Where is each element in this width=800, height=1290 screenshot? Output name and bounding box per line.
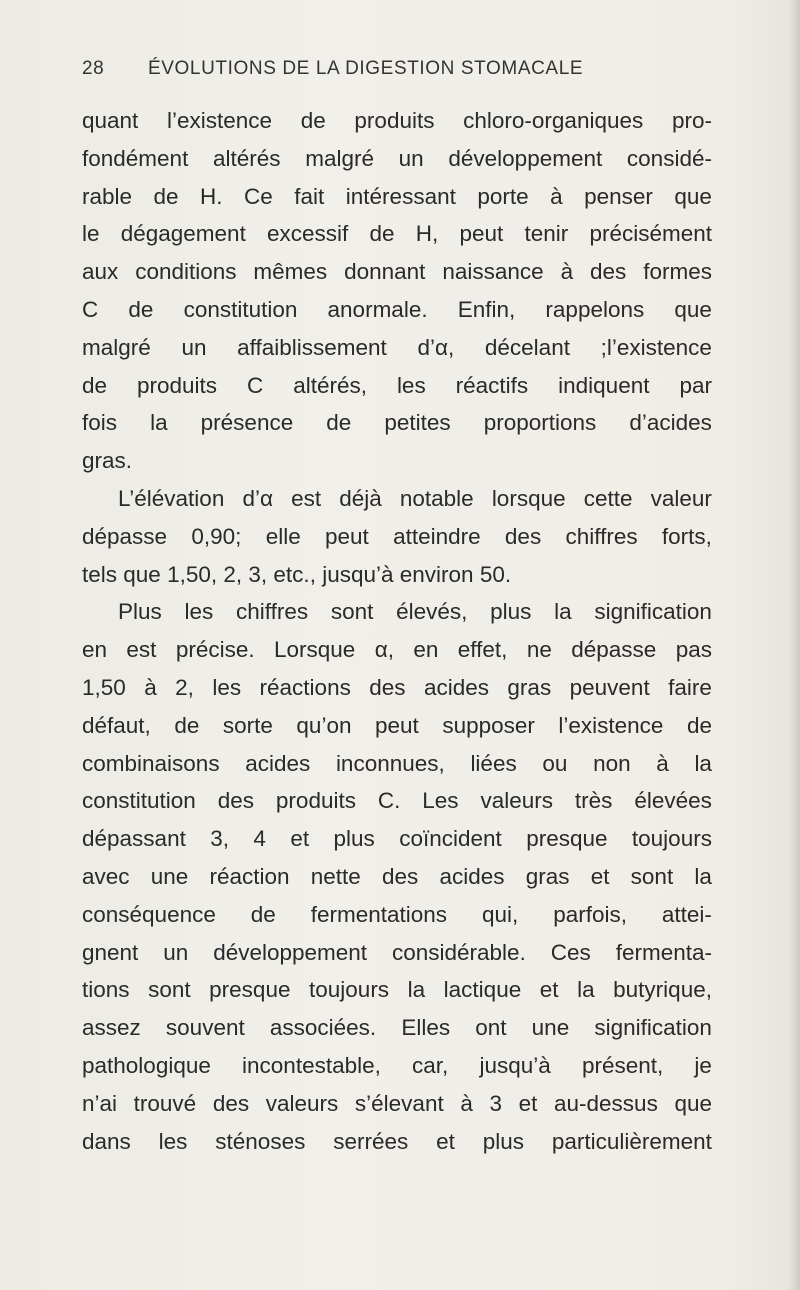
word: affaiblissement [237, 334, 387, 360]
word: environ [399, 561, 480, 587]
word: notable [399, 485, 474, 511]
word: Ce [244, 183, 273, 209]
word: défaut, [82, 712, 151, 738]
word: chiffres [565, 523, 638, 549]
word: constitution [183, 296, 298, 322]
word: rable [82, 183, 133, 209]
word: serrées [333, 1128, 409, 1154]
word: élevés, [396, 599, 468, 625]
word: de [326, 410, 352, 436]
word: dépasse [571, 637, 657, 663]
word: C [246, 372, 264, 398]
text-line [82, 102, 712, 140]
word: déjà [339, 485, 382, 511]
word: la [407, 977, 426, 1003]
page-number: 28 [82, 58, 105, 79]
word: malgré [82, 334, 151, 360]
text-line [82, 669, 712, 707]
word: des [369, 674, 406, 700]
word: associées. [269, 1015, 377, 1041]
word: un [398, 145, 424, 171]
word: et [590, 863, 610, 889]
word: sont [330, 599, 374, 625]
word: que [674, 296, 712, 322]
word: toujours [309, 977, 390, 1003]
text-line [82, 178, 712, 216]
word: de [369, 221, 395, 247]
word: plus [482, 1128, 524, 1154]
word: effet, [457, 637, 508, 663]
word: de [174, 712, 200, 738]
word: sont [148, 977, 191, 1003]
word: s’élevant [354, 1090, 444, 1116]
word: par [679, 372, 712, 398]
text-line [82, 707, 712, 745]
word: 1,50, [167, 561, 224, 587]
word: un [163, 939, 189, 965]
text-line [82, 442, 712, 480]
text-line [82, 782, 712, 820]
word: Enfin, [457, 296, 516, 322]
word: 3 [489, 1090, 502, 1116]
text-line [82, 1085, 712, 1123]
word: une [150, 863, 189, 889]
word: fait [294, 183, 325, 209]
word: dépasse [82, 523, 168, 549]
word: α, [374, 637, 394, 663]
word: gras [525, 863, 570, 889]
word: élevées [634, 788, 712, 814]
word: assez [82, 1015, 141, 1041]
word: toujours [631, 826, 712, 852]
text-line [82, 329, 712, 367]
word: indiquent [558, 372, 650, 398]
word: sténoses [215, 1128, 306, 1154]
word: les [396, 372, 426, 398]
word: gras. [82, 448, 133, 474]
text-line [82, 480, 712, 518]
word: sont [630, 863, 674, 889]
word: petites [384, 410, 451, 436]
word: butyrique, [613, 977, 712, 1003]
text-line [82, 367, 712, 405]
text-line [82, 253, 712, 291]
word: 3, [248, 561, 274, 587]
word: pro- [671, 108, 712, 133]
word: et [290, 826, 310, 852]
word: altérés [213, 145, 281, 171]
word: Les [422, 788, 459, 814]
word: altérés, [293, 372, 367, 398]
word: la [577, 977, 595, 1003]
word: lactique [443, 977, 522, 1003]
running-header [82, 58, 722, 88]
word: ;l’existence [600, 334, 712, 360]
word: nette [310, 863, 361, 889]
word: gnent [82, 939, 139, 965]
word: et [518, 1090, 538, 1116]
word: chloro-organiques [463, 108, 644, 133]
word: une [531, 1015, 570, 1041]
word: non [593, 750, 631, 776]
word: que [123, 561, 168, 587]
text-line [82, 820, 712, 858]
word: que [674, 1090, 712, 1116]
word: à [656, 750, 669, 776]
word: combinaisons [82, 750, 220, 776]
word: peuvent [569, 674, 650, 700]
word: 0,90; [191, 523, 242, 549]
word: les [184, 599, 214, 625]
word: penser [584, 183, 653, 209]
word: constitution [82, 788, 196, 814]
word: le [82, 221, 100, 247]
word: pathologique [82, 1052, 211, 1078]
word: C. [377, 788, 401, 814]
word: 50. [479, 561, 512, 587]
word: forts, [661, 523, 712, 549]
word: souvent [165, 1015, 245, 1041]
text-line [82, 631, 712, 669]
text-line [82, 1123, 712, 1161]
word: précisément [589, 221, 712, 247]
word: fermenta- [615, 939, 712, 965]
word: n’ai [82, 1090, 118, 1116]
text-line [82, 896, 712, 934]
word: la [150, 410, 168, 436]
word: développement [448, 145, 603, 171]
word: 4 [253, 826, 266, 852]
word: et [539, 977, 559, 1003]
word: jusqu’à [479, 1052, 551, 1078]
word: ne [526, 637, 552, 663]
text-line [82, 971, 712, 1009]
word: aux [82, 259, 119, 285]
text-line [82, 518, 712, 556]
text-line [82, 745, 712, 783]
word: intéressant [345, 183, 456, 209]
word: peut [375, 712, 419, 738]
word: H, [415, 221, 439, 247]
word: Elles [401, 1015, 451, 1041]
word: des [381, 863, 419, 889]
word: valeur [650, 485, 712, 511]
text-line [82, 1009, 712, 1047]
word: presque [209, 977, 291, 1003]
word: donnant [344, 259, 426, 285]
word: presque [526, 826, 608, 852]
word: porte [477, 183, 529, 209]
word: rappelons [545, 296, 645, 322]
word: de [300, 108, 326, 133]
word: des [217, 788, 255, 814]
word: 1,50 [82, 674, 126, 700]
word: est [126, 637, 157, 663]
word: acides [439, 863, 505, 889]
word: jusqu’à [322, 561, 400, 587]
word: peut [459, 221, 504, 247]
word: naissance [442, 259, 544, 285]
word: particulièrement [551, 1128, 712, 1154]
word: des [504, 523, 542, 549]
word: acides [245, 750, 311, 776]
word: réaction [209, 863, 290, 889]
word: faire [668, 674, 712, 700]
word: l’existence [558, 712, 664, 738]
text-line [82, 593, 712, 631]
word: présence [200, 410, 294, 436]
word: plus [490, 599, 532, 625]
text-line [82, 291, 712, 329]
word: Ces [550, 939, 591, 965]
text-line [82, 934, 712, 972]
word: excessif [267, 221, 349, 247]
word: des [590, 259, 627, 285]
word: 3, [210, 826, 230, 852]
word: réactifs [455, 372, 529, 398]
word: au-dessus [554, 1090, 658, 1116]
body-text [82, 102, 712, 1160]
word: de [128, 296, 154, 322]
text-line [82, 404, 712, 442]
word: fermentations [310, 901, 448, 927]
word: formes [643, 259, 712, 285]
word: de [686, 712, 712, 738]
word: l’existence [166, 108, 273, 133]
word: fondément [82, 145, 189, 171]
word: à [144, 674, 157, 700]
word: ou [542, 750, 568, 776]
word: C [82, 296, 99, 322]
word: acides [423, 674, 489, 700]
word: fois [82, 410, 118, 436]
word: quant [82, 108, 139, 133]
word: en [82, 637, 108, 663]
word: les [212, 674, 242, 700]
word: considérable. [391, 939, 526, 965]
word: 2, [223, 561, 249, 587]
word: la [694, 863, 712, 889]
word: décelant [484, 334, 570, 360]
word: à [560, 259, 574, 285]
word: développement [213, 939, 368, 965]
word: les [158, 1128, 188, 1154]
text-line [82, 140, 712, 178]
text-line [82, 858, 712, 896]
word: produits [136, 372, 218, 398]
word: lorsque [491, 485, 566, 511]
word: très [574, 788, 613, 814]
word: d’α, [417, 334, 455, 360]
word: d’α [242, 485, 273, 511]
word: avec [82, 863, 130, 889]
word: qui, [481, 901, 519, 927]
page-edge-shadow [788, 0, 800, 1290]
word: ont [475, 1015, 507, 1041]
word: dans [82, 1128, 131, 1154]
word: réactions [259, 674, 351, 700]
word: en [413, 637, 439, 663]
word: tenir [524, 221, 569, 247]
word: H. [200, 183, 223, 209]
word: tions [82, 977, 130, 1003]
running-title: ÉVOLUTIONS DE LA DIGESTION STOMACALE [148, 58, 584, 79]
word: attei- [661, 901, 712, 927]
word: inconnues, [335, 750, 445, 776]
word: produits [275, 788, 356, 814]
word: signification [594, 1015, 712, 1041]
word: coïncident [399, 826, 502, 852]
word: produits [354, 108, 435, 133]
word: est [291, 485, 322, 511]
word: trouvé [133, 1090, 197, 1116]
word: tels [82, 561, 124, 587]
word: atteindre [393, 523, 481, 549]
word: car, [412, 1052, 449, 1078]
word: de [82, 372, 108, 398]
word: parfois, [553, 901, 627, 927]
word: de [153, 183, 179, 209]
word: la [694, 750, 712, 776]
word: des [212, 1090, 250, 1116]
word: qu’on [296, 712, 352, 738]
word: conditions [135, 259, 237, 285]
word: malgré [305, 145, 374, 171]
word: dégagement [120, 221, 246, 247]
word: considé- [626, 145, 712, 171]
word: etc., [273, 561, 323, 587]
word: conséquence [82, 901, 216, 927]
word: valeurs [265, 1090, 339, 1116]
word: signification [594, 599, 712, 625]
word: chiffres [235, 599, 309, 625]
word: d’acides [629, 410, 712, 436]
word: sorte [222, 712, 273, 738]
word: je [694, 1052, 712, 1078]
word: pas [675, 637, 712, 663]
word: elle [265, 523, 301, 549]
word: plus [333, 826, 375, 852]
word: la [554, 599, 572, 625]
word: précise. [175, 637, 255, 663]
word: Lorsque [274, 637, 356, 663]
word: mêmes [253, 259, 328, 285]
word: un [181, 334, 207, 360]
text-line [82, 215, 712, 253]
text-line [82, 1047, 712, 1085]
word: de [250, 901, 276, 927]
word: liées [470, 750, 517, 776]
word: valeurs [480, 788, 554, 814]
word: incontestable, [242, 1052, 381, 1078]
word: cette [583, 485, 633, 511]
word: présent, [581, 1052, 664, 1078]
word: gras [507, 674, 552, 700]
word: peut [325, 523, 369, 549]
word: proportions [483, 410, 597, 436]
word: à [550, 183, 563, 209]
word: et [436, 1128, 455, 1154]
text-line [82, 556, 712, 594]
word: anormale. [327, 296, 428, 322]
word: dépassant [82, 826, 186, 852]
word: L’élévation [118, 485, 225, 511]
word: que [674, 183, 712, 209]
word: Plus [118, 599, 162, 625]
word: 2, [175, 674, 194, 700]
word: supposer [442, 712, 535, 738]
word: à [460, 1090, 473, 1116]
